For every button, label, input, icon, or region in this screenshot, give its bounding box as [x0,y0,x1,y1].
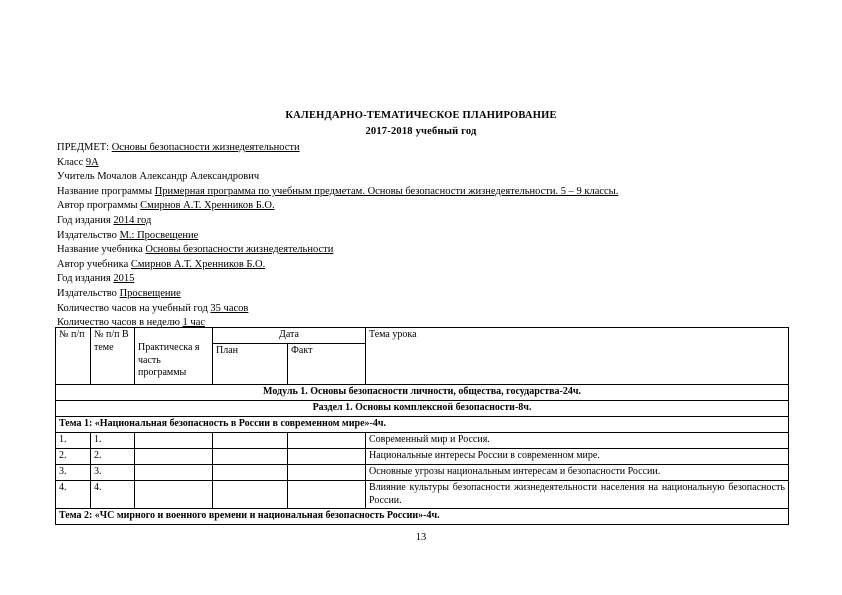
info-program [57,185,618,200]
info-textbook-year [57,272,618,287]
info-value: Основы безопасности жизнедеятельности [145,244,334,256]
info-label: Учитель Мочалов Александр Александрович [57,171,260,183]
header-num: № п/п [56,328,91,385]
lesson-num: 2. [56,449,91,465]
info-program-publisher [57,229,618,244]
info-value: Примерная программа по учебным предметам. Основы безопасности жизнедеятельности. 5 – 9 классы. [154,185,619,197]
info-label: Количество часов на учебный год [57,302,211,314]
lesson-topic: Основные угрозы национальным интересам и безопасности России. [366,465,789,481]
lesson-num-topic: 2. [91,449,135,465]
info-label: Название программы [57,185,155,197]
info-teacher [57,170,618,185]
info-textbook [57,243,618,258]
header-lesson-topic: Тема урока [366,328,789,385]
topic-title: Тема 1: «Национальная безопасность в России в современном мире»-4ч. [56,417,789,433]
info-value: Смирнов А.Т. Хренников Б.О. [140,200,275,212]
info-value: М.: Просвещение [119,229,199,241]
table-row [56,481,789,509]
lesson-fact-date [288,481,366,509]
lesson-num-topic: 4. [91,481,135,509]
info-value: Просвещение [119,287,181,299]
info-label: Автор учебника [57,258,131,270]
info-hours-year [57,302,618,317]
topic-title: Тема 2: «ЧС мирного и военного времени и национальная безопасность России»-4ч. [56,509,789,525]
school-year: 2017-2018 учебный год [365,126,477,137]
info-value: 1 час [182,317,206,329]
header-num-in-topic: № п/п В теме [91,328,135,385]
section-title: Раздел 1. Основы комплексной безопасности-8ч. [56,401,789,417]
info-value: Смирнов А.Т. Хренников Б.О. [130,258,266,270]
info-value: 2015 [113,273,135,285]
lesson-plan-date [213,481,288,509]
info-label: Класс [57,156,86,168]
lesson-practical [135,465,213,481]
info-textbook-author [57,258,618,273]
info-value: Основы безопасности жизнедеятельности [111,142,300,153]
info-label: Автор программы [57,200,141,212]
lesson-num-topic: 1. [91,433,135,449]
header-fact: Факт [288,344,366,385]
lesson-num: 1. [56,433,91,449]
info-textbook-publisher [57,287,618,302]
lesson-num-topic: 3. [91,465,135,481]
lesson-practical [135,433,213,449]
table-header-row [56,328,789,344]
lesson-topic: Национальные интересы России в современном мире. [366,449,789,465]
info-value: 2014 год [113,214,152,226]
info-label: Год издания [57,273,114,285]
info-label: Издательство [57,287,120,299]
topic-row [56,509,789,525]
info-label: Название учебника [57,244,146,256]
info-program-year [57,214,618,229]
lesson-practical [135,449,213,465]
info-label: Количество часов в неделю [57,317,183,329]
lesson-plan-date [213,449,288,465]
info-label: Издательство [57,229,120,241]
lesson-topic: Современный мир и Россия. [366,433,789,449]
lesson-fact-date [288,433,366,449]
table-row [56,433,789,449]
info-value: 9А [85,156,99,168]
info-label: Год издания [57,214,114,226]
info-class [57,156,618,171]
course-info [57,141,618,331]
lesson-plan-date [213,433,288,449]
lesson-fact-date [288,465,366,481]
module-row [56,385,789,401]
lesson-topic: Влияние культуры безопасности жизнедеятельности населения на национальную безопасность России. [366,481,789,509]
topic-row [56,417,789,433]
info-label: ПРЕДМЕТ: [57,142,112,153]
info-program-author [57,199,618,214]
document-title: КАЛЕНДАРНО-ТЕМАТИЧЕСКОЕ ПЛАНИРОВАНИЕ [285,110,557,121]
lesson-fact-date [288,449,366,465]
header-date: Дата [213,328,366,344]
lesson-plan-table [55,327,789,525]
section-row [56,401,789,417]
info-value: 35 часов [210,302,249,314]
lesson-num: 4. [56,481,91,509]
table-row [56,449,789,465]
module-title: Модуль 1. Основы безопасности личности, общества, государства-24ч. [56,385,789,401]
lesson-plan-date [213,465,288,481]
info-subject [57,141,618,156]
page-number: 13 [415,532,427,543]
header-plan: План [213,344,288,385]
table-row [56,465,789,481]
lesson-practical [135,481,213,509]
header-practical: Практическа я часть программы [135,328,213,385]
lesson-num: 3. [56,465,91,481]
